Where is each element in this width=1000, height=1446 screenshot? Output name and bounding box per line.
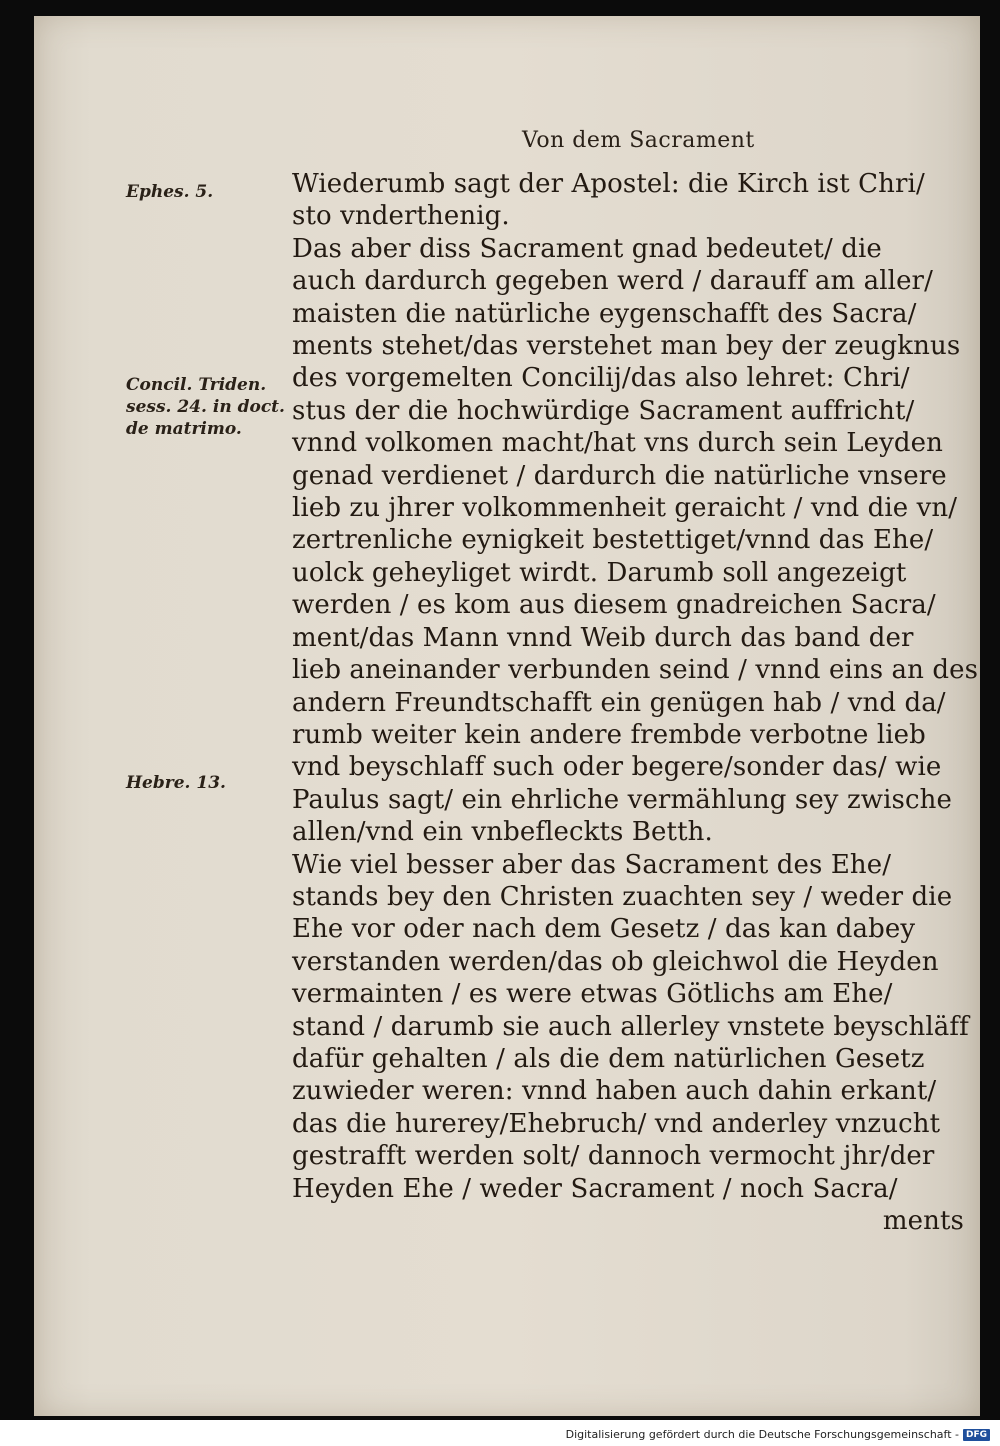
text-line: Das aber diss Sacrament gnad bedeutet/ die: [292, 233, 882, 264]
text-line: lieb aneinander verbunden seind / vnnd eins an des: [292, 655, 979, 686]
body-text: [292, 168, 979, 1237]
margin-note-line: de matrimo.: [126, 419, 242, 439]
text-line: genad verdienet / dardurch die natürliche vnsere: [292, 460, 947, 491]
text-line: uolck geheyliget wirdt. Darumb soll angezeigt: [292, 557, 907, 588]
catchword: ments: [882, 1206, 964, 1236]
text-line: vnnd volkomen macht/hat vns durch sein Leyden: [292, 428, 943, 459]
text-line: Paulus sagt/ ein ehrliche vermählung sey zwische: [292, 784, 952, 815]
funding-footer: [566, 1428, 990, 1441]
text-line: andern Freundtschafft ein genügen hab / vnd da/: [292, 687, 946, 718]
text-line: vnd beyschlaff such oder begere/sonder das/ wie: [292, 752, 942, 783]
text-line: stand / darumb sie auch allerley vnstete beyschläff: [292, 1011, 969, 1042]
text-line: ment/das Mann vnnd Weib durch das band der: [292, 622, 914, 653]
margin-note-hebre: [126, 772, 226, 794]
text-line: maisten die natürliche eygenschafft des Sacra/: [292, 298, 917, 329]
text-line: stus der die hochwürdige Sacrament auffricht/: [292, 395, 915, 426]
text-line: zertrenliche eynigkeit bestettiget/vnnd das Ehe/: [292, 525, 934, 556]
text-line: Ehe vor oder nach dem Gesetz / das kan dabey: [292, 914, 916, 945]
book-page: [34, 16, 980, 1416]
text-line: ments stehet/das verstehet man bey der zeugknus: [292, 331, 961, 362]
text-line: das die hurerey/Ehebruch/ vnd anderley vnzucht: [292, 1108, 941, 1139]
text-line: rumb weiter kein andere frembde verbotne lieb: [292, 719, 926, 750]
text-line: sto vnderthenig.: [292, 201, 510, 232]
text-line: zuwieder weren: vnnd haben auch dahin erkant/: [292, 1076, 937, 1107]
text-line: Wiederumb sagt der Apostel: die Kirch ist Chri/: [292, 169, 925, 199]
margin-note-line: sess. 24. in doct.: [126, 397, 285, 417]
dfg-logo: DFG: [963, 1429, 990, 1441]
margin-note-line: Concil. Triden.: [126, 375, 267, 395]
running-head: Von dem Sacrament: [522, 128, 755, 153]
text-line: verstanden werden/das ob gleichwol die Heyden: [292, 946, 939, 977]
margin-note-line: Hebre. 13.: [126, 773, 226, 793]
text-line: stands bey den Christen zuachten sey / weder die: [292, 881, 953, 912]
text-line: vermainten / es were etwas Götlichs am Ehe/: [292, 979, 893, 1010]
text-line: gestrafft werden solt/ dannoch vermocht jhr/der: [292, 1141, 935, 1172]
footer-text: Digitalisierung gefördert durch die Deutsche Forschungsgemeinschaft -: [565, 1428, 959, 1441]
margin-note-ephes: [126, 181, 213, 203]
text-line: lieb zu jhrer volkommenheit geraicht / vnd die vn/: [292, 493, 958, 524]
text-line: Heyden Ehe / weder Sacrament / noch Sacra/: [292, 1173, 898, 1204]
text-line: allen/vnd ein vnbefleckts Betth.: [292, 817, 713, 848]
text-line: dafür gehalten / als die dem natürlichen Gesetz: [292, 1043, 925, 1074]
text-line: Wie viel besser aber das Sacrament des Ehe/: [292, 849, 892, 880]
margin-note-line: Ephes. 5.: [126, 182, 214, 202]
text-line: werden / es kom aus diesem gnadreichen Sacra/: [292, 590, 936, 621]
margin-note-concil: [126, 374, 285, 440]
text-line: des vorgemelten Concilij/das also lehret: Chri/: [292, 363, 910, 394]
text-line: auch dardurch gegeben werd / darauff am aller/: [292, 266, 933, 297]
